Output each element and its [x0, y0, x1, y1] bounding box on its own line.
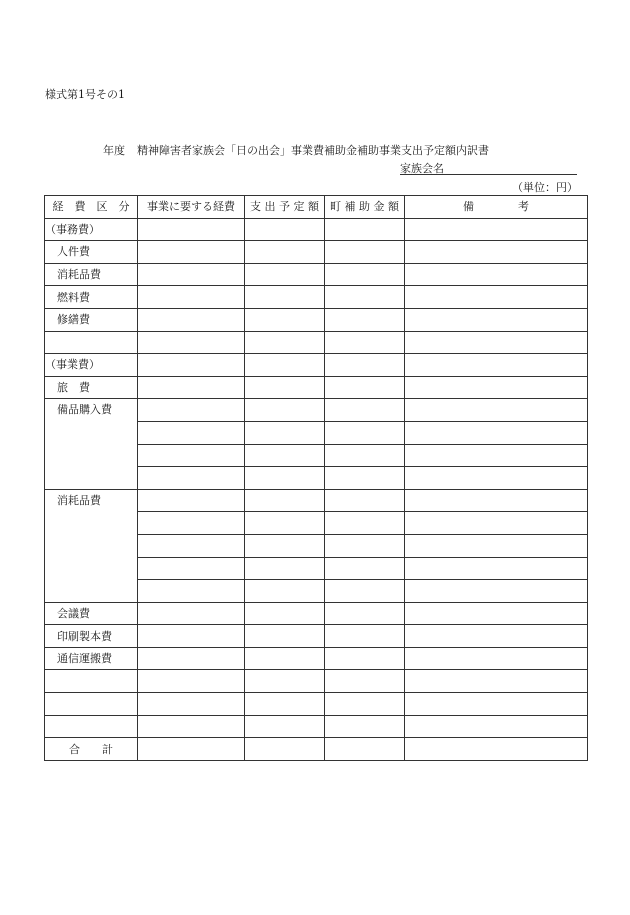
cell[interactable]	[138, 580, 245, 603]
cell[interactable]	[138, 625, 245, 648]
cell[interactable]	[245, 308, 325, 331]
cell[interactable]	[138, 241, 245, 264]
header-required-cost: 事業に要する経費	[138, 196, 245, 219]
header-town-subsidy: 町 補 助 金 額	[325, 196, 405, 219]
header-remarks: 備 考	[405, 196, 588, 219]
header-planned-expense: 支 出 予 定 額	[245, 196, 325, 219]
family-name-label: 家族会名	[400, 162, 444, 175]
cell[interactable]	[245, 286, 325, 309]
cell[interactable]	[138, 670, 245, 693]
table-row	[45, 715, 588, 738]
cell[interactable]	[245, 534, 325, 557]
cell[interactable]	[405, 693, 588, 716]
table-row	[45, 331, 588, 354]
table-row	[45, 241, 588, 264]
total-cell[interactable]	[245, 738, 325, 761]
cell[interactable]	[325, 218, 405, 241]
table-row	[45, 625, 588, 648]
cell[interactable]	[405, 602, 588, 625]
cell[interactable]	[325, 625, 405, 648]
cell[interactable]	[325, 354, 405, 377]
cell[interactable]	[245, 670, 325, 693]
cell[interactable]	[325, 670, 405, 693]
table-row	[45, 399, 588, 422]
table-row	[45, 670, 588, 693]
header-category: 経 費 区 分	[45, 196, 138, 219]
cell[interactable]	[325, 602, 405, 625]
cell[interactable]	[405, 218, 588, 241]
cell[interactable]	[245, 263, 325, 286]
cell[interactable]	[245, 331, 325, 354]
cell[interactable]	[325, 715, 405, 738]
cell[interactable]	[325, 241, 405, 264]
row-repair: 修繕費	[45, 308, 138, 331]
table-row	[45, 286, 588, 309]
row-total: 合 計	[45, 738, 138, 761]
header-row	[45, 196, 588, 219]
table-row	[45, 218, 588, 241]
cell[interactable]	[138, 602, 245, 625]
cell[interactable]	[405, 421, 588, 444]
family-name-field[interactable]	[400, 161, 577, 175]
cell[interactable]	[405, 331, 588, 354]
cell[interactable]	[405, 241, 588, 264]
cell[interactable]	[138, 354, 245, 377]
cell[interactable]	[325, 557, 405, 580]
cell[interactable]	[245, 580, 325, 603]
row-travel: 旅 費	[45, 376, 138, 399]
cell[interactable]	[138, 263, 245, 286]
cell[interactable]	[245, 625, 325, 648]
cell[interactable]	[325, 489, 405, 512]
total-row	[45, 738, 588, 761]
cell[interactable]	[138, 286, 245, 309]
cell[interactable]	[138, 218, 245, 241]
row-blank	[45, 715, 138, 738]
row-consumables-office: 消耗品費	[45, 263, 138, 286]
row-blank	[45, 693, 138, 716]
cell[interactable]	[245, 647, 325, 670]
cell[interactable]	[325, 647, 405, 670]
cell[interactable]	[245, 715, 325, 738]
cell[interactable]	[138, 421, 245, 444]
cell[interactable]	[245, 602, 325, 625]
row-consumables-project: 消耗品費	[45, 489, 138, 602]
cell[interactable]	[245, 376, 325, 399]
cell[interactable]	[325, 331, 405, 354]
cell[interactable]	[405, 512, 588, 535]
cell[interactable]	[138, 444, 245, 467]
row-blank	[45, 331, 138, 354]
unit-label: （単位：円）	[512, 181, 578, 194]
cell[interactable]	[405, 263, 588, 286]
table-row	[45, 376, 588, 399]
cell[interactable]	[405, 354, 588, 377]
row-postage: 通信運搬費	[45, 647, 138, 670]
cell[interactable]	[325, 263, 405, 286]
row-project-group: （事業費）	[45, 354, 138, 377]
total-cell[interactable]	[405, 738, 588, 761]
total-cell[interactable]	[138, 738, 245, 761]
cell[interactable]	[405, 376, 588, 399]
cell[interactable]	[325, 286, 405, 309]
cell[interactable]	[138, 715, 245, 738]
cell[interactable]	[245, 693, 325, 716]
cell[interactable]	[405, 399, 588, 422]
cell[interactable]	[405, 580, 588, 603]
cell[interactable]	[405, 444, 588, 467]
cell[interactable]	[245, 512, 325, 535]
cell[interactable]	[325, 693, 405, 716]
cell[interactable]	[325, 376, 405, 399]
cell[interactable]	[405, 557, 588, 580]
document-title	[103, 142, 489, 158]
cell[interactable]	[245, 218, 325, 241]
row-meeting: 会議費	[45, 602, 138, 625]
cell[interactable]	[405, 647, 588, 670]
cell[interactable]	[138, 534, 245, 557]
row-blank	[45, 670, 138, 693]
table-row	[45, 354, 588, 377]
cell[interactable]	[325, 512, 405, 535]
cell[interactable]	[325, 399, 405, 422]
cell[interactable]	[325, 421, 405, 444]
cell[interactable]	[245, 399, 325, 422]
cell[interactable]	[138, 512, 245, 535]
cell[interactable]	[138, 331, 245, 354]
cell[interactable]	[245, 444, 325, 467]
form-number: 様式第1号その1	[45, 88, 125, 101]
total-cell[interactable]	[325, 738, 405, 761]
cell[interactable]	[245, 354, 325, 377]
row-office-group: （事務費）	[45, 218, 138, 241]
cell[interactable]	[325, 308, 405, 331]
cell[interactable]	[138, 467, 245, 490]
cell[interactable]	[245, 421, 325, 444]
cell[interactable]	[245, 557, 325, 580]
row-printing: 印刷製本費	[45, 625, 138, 648]
cell[interactable]	[138, 399, 245, 422]
table-row	[45, 693, 588, 716]
table-row	[45, 489, 588, 512]
cell[interactable]	[405, 467, 588, 490]
table-row	[45, 308, 588, 331]
cell[interactable]	[405, 625, 588, 648]
cell[interactable]	[405, 534, 588, 557]
cell[interactable]	[138, 308, 245, 331]
cell[interactable]	[405, 489, 588, 512]
cell[interactable]	[245, 489, 325, 512]
cell[interactable]	[325, 444, 405, 467]
cell[interactable]	[325, 467, 405, 490]
cell[interactable]	[405, 308, 588, 331]
cell[interactable]	[138, 693, 245, 716]
cell[interactable]	[138, 376, 245, 399]
row-fuel: 燃料費	[45, 286, 138, 309]
title-text: 精神障害者家族会「日の出会」事業費補助金補助事業支出予定額内訳書	[137, 144, 489, 157]
cell[interactable]	[405, 715, 588, 738]
cell[interactable]	[405, 286, 588, 309]
cell[interactable]	[325, 580, 405, 603]
table-row	[45, 263, 588, 286]
table-row	[45, 647, 588, 670]
cell[interactable]	[325, 534, 405, 557]
row-equipment: 備品購入費	[45, 399, 138, 489]
budget-table	[44, 195, 588, 761]
cell[interactable]	[138, 647, 245, 670]
row-personnel: 人件費	[45, 241, 138, 264]
cell[interactable]	[138, 489, 245, 512]
table-row	[45, 602, 588, 625]
cell[interactable]	[245, 467, 325, 490]
cell[interactable]	[405, 670, 588, 693]
fiscal-year-label: 年度	[103, 144, 125, 157]
cell[interactable]	[245, 241, 325, 264]
cell[interactable]	[138, 557, 245, 580]
